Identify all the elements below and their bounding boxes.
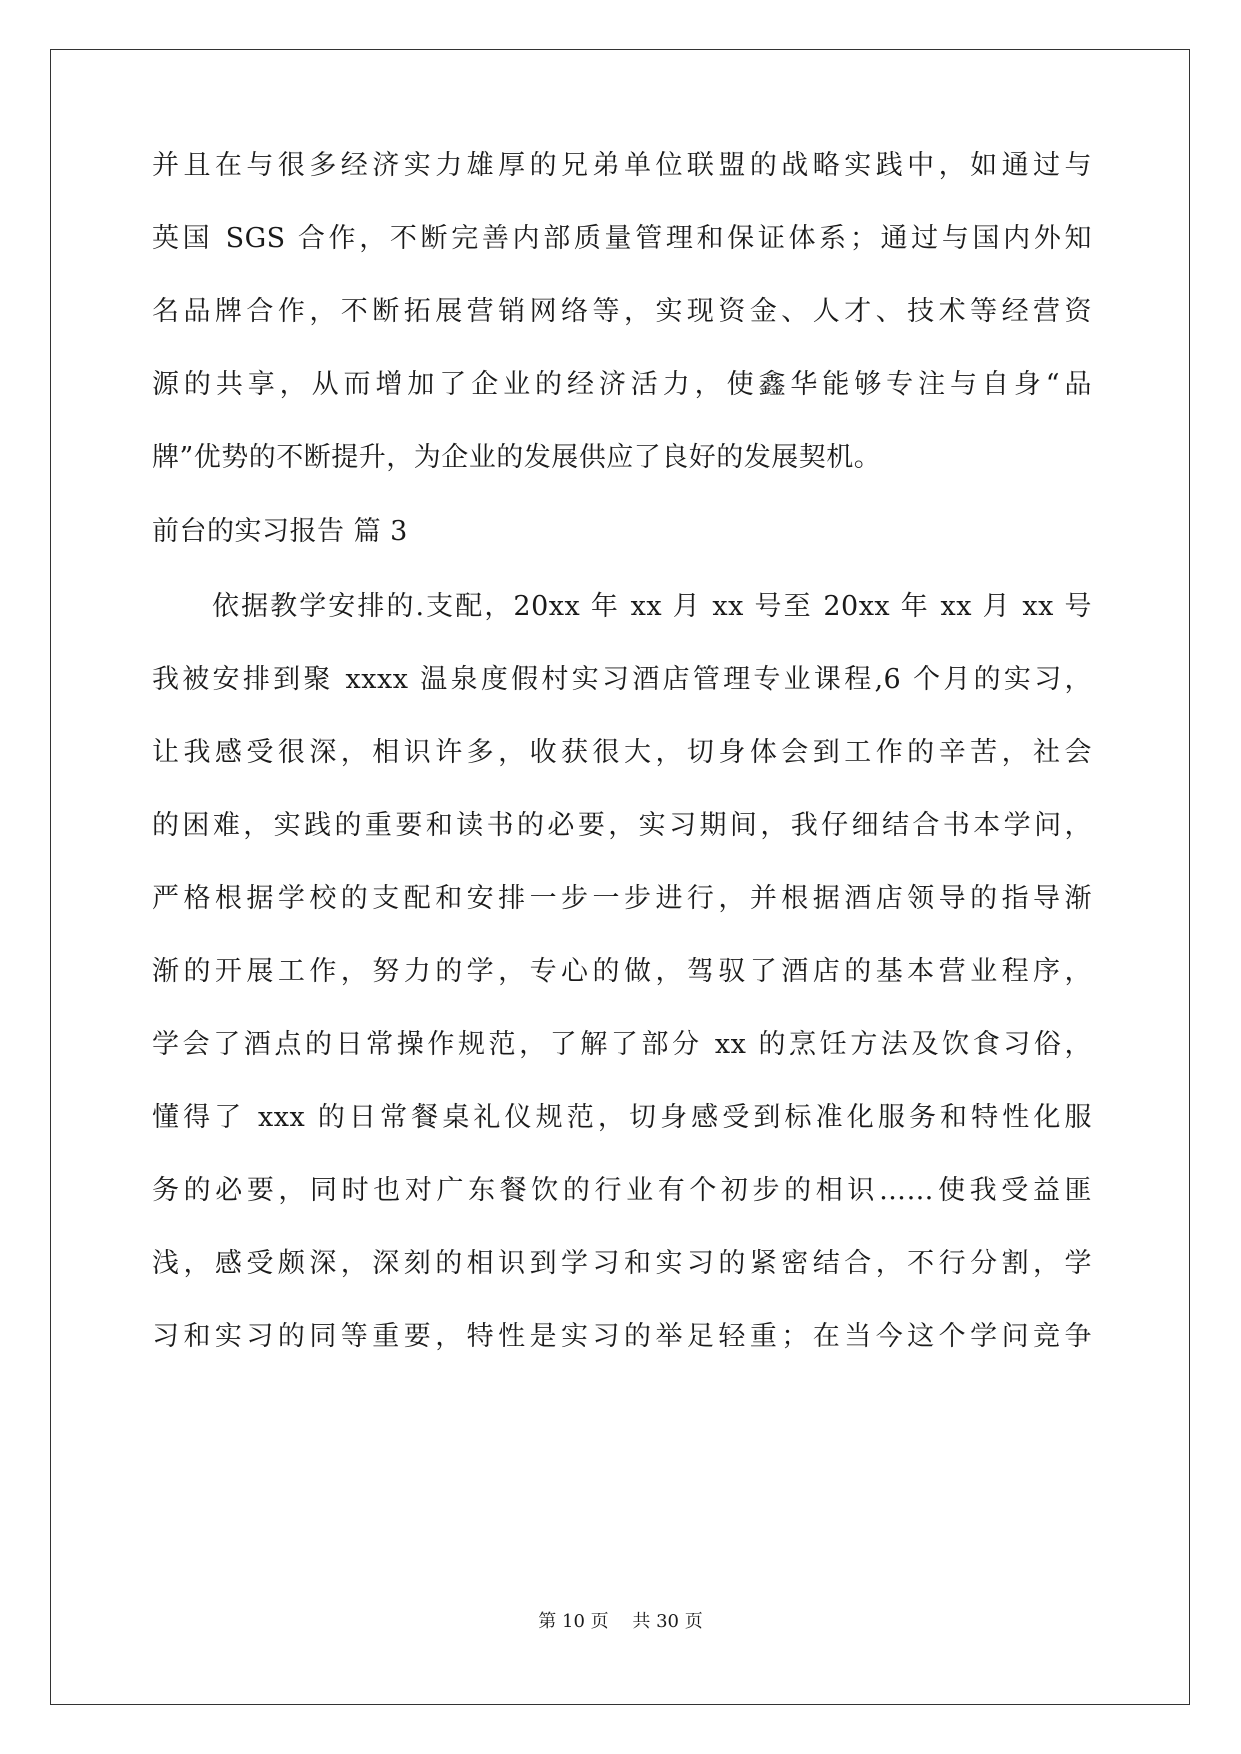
paragraph-2-line-5: 严格根据学校的支配和安排一步一步进行，并根据酒店领导的指导渐 xyxy=(152,883,1092,914)
paragraph-2-line-11: 习和实习的同等重要，特性是实习的举足轻重；在当今这个学问竞争 xyxy=(152,1321,1092,1352)
paragraph-2-line-10: 浅，感受颇深，深刻的相识到学习和实习的紧密结合，不行分割，学 xyxy=(152,1248,1092,1279)
paragraph-2-line-9: 务的必要，同时也对广东餐饮的行业有个初步的相识……使我受益匪 xyxy=(152,1175,1092,1206)
paragraph-1-line-1: 并且在与很多经济实力雄厚的兄弟单位联盟的战略实践中，如通过与 xyxy=(152,150,1092,181)
paragraph-1-line-4: 源的共享，从而增加了企业的经济活力，使鑫华能够专注与自身“品 xyxy=(152,369,1092,400)
paragraph-1-line-5: 牌”优势的不断提升，为企业的发展供应了良好的发展契机。 xyxy=(152,442,882,473)
paragraph-2-line-6: 渐的开展工作，努力的学，专心的做，驾驭了酒店的基本营业程序， xyxy=(152,956,1092,987)
section-heading: 前台的实习报告 篇 3 xyxy=(152,516,408,547)
paragraph-2-line-2: 我被安排到聚 xxxx 温泉度假村实习酒店管理专业课程,6 个月的实习， xyxy=(152,664,1092,695)
paragraph-1-line-3: 名品牌合作，不断拓展营销网络等，实现资金、人才、技术等经营资 xyxy=(152,296,1092,327)
paragraph-2-line-7: 学会了酒点的日常操作规范，了解了部分 xx 的烹饪方法及饮食习俗， xyxy=(152,1029,1092,1060)
paragraph-2-line-8: 懂得了 xxx 的日常餐桌礼仪规范，切身感受到标准化服务和特性化服 xyxy=(152,1102,1092,1133)
paragraph-2-line-1: 依据教学安排的.支配，20xx 年 xx 月 xx 号至 20xx 年 xx 月 xx 号 xyxy=(212,591,1092,622)
paragraph-2-line-4: 的困难，实践的重要和读书的必要，实习期间，我仔细结合书本学问， xyxy=(152,810,1092,841)
paragraph-1-line-2: 英国 SGS 合作，不断完善内部质量管理和保证体系；通过与国内外知 xyxy=(152,223,1092,254)
paragraph-2-line-3: 让我感受很深，相识许多，收获很大，切身体会到工作的辛苦，社会 xyxy=(152,737,1092,768)
page-number-footer: 第 10 页 共 30 页 xyxy=(538,1611,703,1632)
